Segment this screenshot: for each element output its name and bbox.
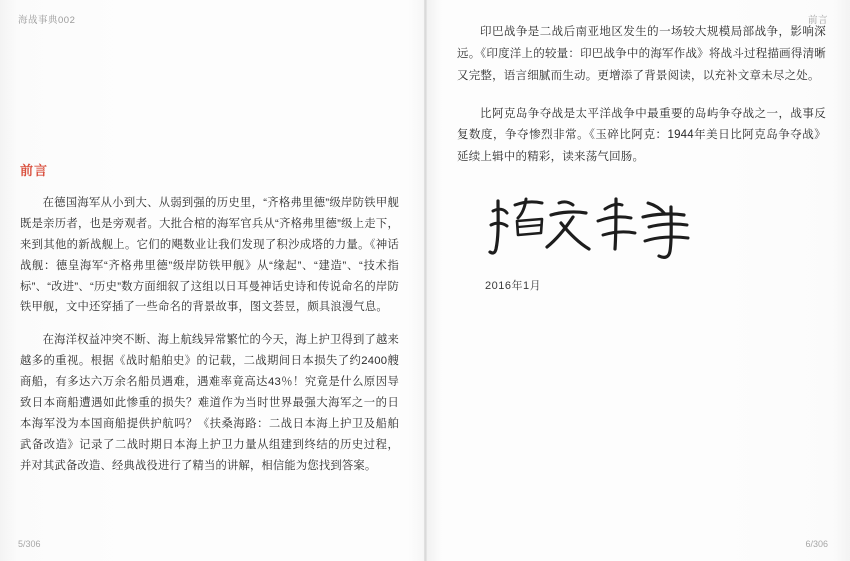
right-page-header: 前言 bbox=[807, 15, 828, 26]
signature-handwriting-icon bbox=[485, 191, 700, 263]
paragraph: 在德国海军从小到大、从弱到强的历史里，“齐格弗里德”级岸防铁甲舰既是亲历者，也是旁观者。大批合棺的海军官兵从“齐格弗里德”级上走下，来到其他的新战舰上。它们的飓数业让我们发现了积沙成塔的力量。《神话战舰：德皇海军“齐格弗里德”级岸防铁甲舰》从“缘起”、“建造”、“技术指标”、“改进”、“历史”数方面细叙了这组以日耳曼神话史诗和传说命名的岸防铁甲舰，文中还穿插了一些命名的背景故事，图文荟昱，颇具浪漫气息。 bbox=[20, 197, 399, 314]
paragraph: 在海洋权益冲突不断、海上航线异常繁忙的今天，海上护卫得到了越来越多的重视。根据《战时船舶史》的记载，二战期间日本损失了约2400艘商船，有多达六万余名船员遇难，遇难率竟高达43％！究竟是什么原因导致日本商船遭遇如此惨重的损失？难道作为当时世界最强大海军之一的日本海军没为本国商船提供护航吗？《扶桑海路：二战日本海上护卫及船舶武备改造》记录了二战时期日本海上护卫力量从组建到终结的历史过程，并对其武备改造、经典战役进行了精当的讲解，相信能为您找到答案。 bbox=[20, 334, 400, 472]
right-page bbox=[425, 0, 850, 561]
right-page-content bbox=[457, 22, 826, 521]
signature-date: 2016年1月 bbox=[485, 280, 542, 293]
right-page-number: 6/306 bbox=[805, 539, 828, 549]
left-page-header: 海战事典002 bbox=[18, 15, 76, 26]
left-page-number: 5/306 bbox=[18, 539, 41, 549]
paragraph: 比阿克岛争夺战是太平洋战争中最重要的岛屿争夺战之一，战事反复数度，争夺惨烈非常。《玉碎比阿克：1944年美日比阿克岛争夺战》延续上辑中的精彩，读来荡气回肠。 bbox=[457, 107, 826, 164]
left-page-content bbox=[20, 160, 399, 521]
page-title: 前言 bbox=[20, 163, 49, 178]
book-gutter bbox=[424, 0, 427, 561]
paragraph: 印巴战争是二战后南亚地区发生的一场较大规模局部战争，影响深远。《印度洋上的较量：印巴战争中的海军作战》将战斗过程描画得清晰又完整，语言细腻而生动。更增添了背景阅读，以充补文章未尽之处。 bbox=[457, 26, 826, 82]
signature-block bbox=[457, 191, 826, 293]
